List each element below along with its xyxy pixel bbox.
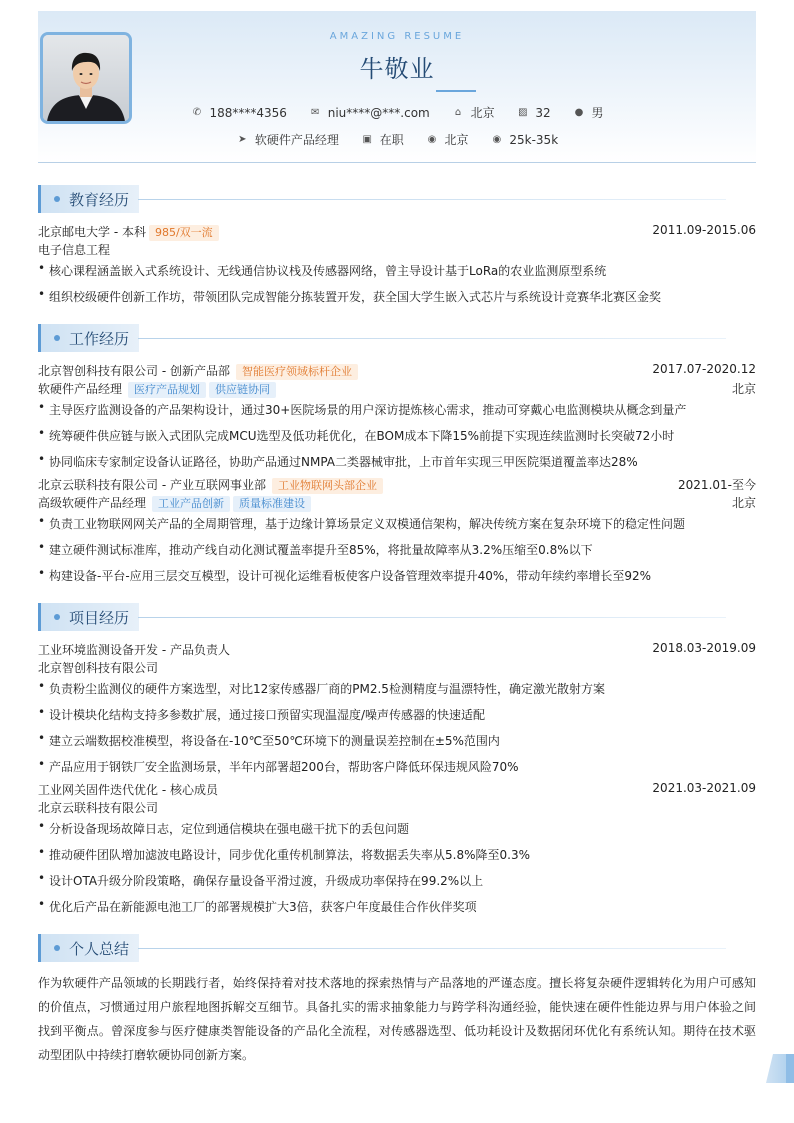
location-icon: ◉ [427, 134, 437, 145]
section-dot [54, 945, 60, 951]
project-name: 工业网关固件迭代优化 - 核心成员 [38, 783, 218, 797]
summary-text: 作为软硬件产品领域的长期践行者，始终保持着对技术落地的探索热情与产品落地的严谨态度。擅长将复杂硬件逻辑转化为用户可感知的价值点，习惯通过用户旅程地图拆解交互细节。具备扎实的需求抽象能力与跨学科沟通经验，能快速在硬件性能边界与用户体验之间找到平衡点。曾深度参与医疗健康类智能设备的产品化全流程，对传感器选型、低功耗设计及数据闭环优化有系统认知。期待在技术驱动型团队中持续打磨软硬协同创新方案。 [38, 976, 756, 1062]
school-tag: 985/双一流 [149, 225, 219, 241]
gender-value: 男 [591, 106, 604, 120]
resume-page [38, 11, 756, 163]
money-icon: ◉ [492, 134, 502, 145]
section-divider [138, 617, 726, 618]
work-location: 北京 [731, 382, 756, 396]
cake-icon: ▨ [518, 107, 528, 118]
position-item [236, 131, 339, 148]
city-value: 北京 [470, 106, 495, 120]
education-school-row [38, 223, 756, 241]
section-dot [54, 335, 60, 341]
briefcase-icon: ▣ [362, 134, 372, 145]
company-name: 北京智创科技有限公司 - 创新产品部 [38, 364, 230, 378]
skill-tag: 供应链协同 [209, 382, 276, 398]
work-company-row [38, 362, 756, 380]
section-dot [54, 614, 60, 620]
name-underline [436, 90, 476, 92]
list-item: • 构建设备-平台-应用三层交互模型，设计可视化运维看板使客户设备管理效率提升40%，带动年续约率增长至92% [38, 567, 767, 584]
section-label: 工作经历 [69, 329, 130, 348]
section-divider [138, 338, 726, 339]
section-label: 个人总结 [69, 939, 130, 958]
mail-icon: ✉ [311, 107, 320, 118]
work-title-row [38, 494, 756, 512]
section-label: 教育经历 [69, 190, 130, 209]
age-value: 32 [535, 105, 551, 120]
list-item: • 建立云端数据校准模型，将设备在-10℃至50℃环境下的测量误差控制在±5%范围内 [38, 732, 767, 749]
work-company-row [38, 476, 756, 494]
section-title-summary [38, 934, 139, 962]
company-tag: 工业物联网头部企业 [272, 478, 383, 494]
section-dot [54, 196, 60, 202]
target-city-item [426, 131, 469, 148]
project-period: 2018.03-2019.09 [652, 641, 756, 655]
project-period: 2021.03-2021.09 [652, 781, 756, 795]
age-item [516, 106, 550, 120]
section-work [38, 324, 756, 354]
status-item [361, 131, 404, 148]
gender-item [573, 104, 604, 121]
home-icon: ⌂ [454, 107, 462, 118]
section-title-work [38, 324, 139, 352]
list-item: • 主导医疗监测设备的产品架构设计，通过30+医院场景的用户深访提炼核心需求，推动可穿戴心电监测模块从概念到量产 [38, 401, 767, 418]
phone-icon: ✆ [192, 107, 202, 118]
list-item: • 设计模块化结构支持多参数扩展，通过接口预留实现温湿度/噪声传感器的快速适配 [38, 706, 767, 723]
section-education [38, 185, 756, 215]
section-title-projects [38, 603, 139, 631]
list-item: • 产品应用于钢铁厂安全监测场景，半年内部署超200台，帮助客户降低环保违规风险70% [38, 758, 767, 775]
status-value: 在职 [379, 133, 404, 147]
list-item: • 分析设备现场故障日志，定位到通信模块在强电磁干扰下的丢包问题 [38, 820, 767, 837]
city-item [452, 104, 495, 121]
list-item: • 统筹硬件供应链与嵌入式团队完成MCU选型及低功耗优化，在BOM成本下降15%前提下实现连续监测时长突破72小时 [38, 427, 767, 444]
list-item: • 核心课程涵盖嵌入式系统设计、无线通信协议栈及传感器网络，曾主导设计基于LoRa的农业监测原型系统 [38, 262, 767, 279]
email-value: niu****@***.com [327, 105, 430, 120]
list-item: • 优化后产品在新能源电池工厂的部署规模扩大3倍，获客户年度最佳合作伙伴奖项 [38, 898, 767, 915]
candidate-name: 牛敬业 [359, 55, 435, 83]
target-city-value: 北京 [444, 133, 469, 147]
job-title: 软硬件产品经理 [38, 382, 123, 396]
company-tag: 智能医疗领域标杆企业 [236, 364, 358, 380]
contact-row [38, 104, 756, 121]
project-name: 工业环境监测设备开发 - 产品负责人 [38, 643, 230, 657]
list-item: • 建立硬件测试标准库，推动产线自动化测试覆盖率提升至85%，将批量故障率从3.2%压缩至0.8%以下 [38, 541, 767, 558]
section-label: 项目经历 [69, 608, 130, 627]
page-corner-bar [786, 1054, 794, 1083]
salary-value: 25k-35k [509, 132, 559, 147]
list-item: • 负责工业物联网网关产品的全周期管理，基于边缘计算场景定义双模通信架构，解决传统方案在复杂环境下的稳定性问题 [38, 515, 767, 532]
resume-tagline: AMAZING RESUME [329, 31, 465, 42]
salary-item [490, 133, 558, 147]
list-item: • 推动硬件团队增加滤波电路设计，同步优化重传机制算法，将数据丢失率从5.8%降至0.3% [38, 846, 767, 863]
gender-icon: ● [574, 107, 584, 118]
project-row [38, 781, 756, 798]
section-projects [38, 603, 756, 633]
skill-tag: 质量标准建设 [233, 496, 311, 512]
education-major: 电子信息工程 [38, 243, 111, 257]
list-item: • 负责粉尘监测仪的硬件方案选型，对比12家传感器厂商的PM2.5检测精度与温漂特性，确定激光散射方案 [38, 680, 767, 697]
skill-tag: 工业产品创新 [152, 496, 230, 512]
list-item: • 设计OTA升级分阶段策略，确保存量设备平滑过渡，升级成功率保持在99.2%以上 [38, 872, 767, 889]
position-value: 软硬件产品经理 [254, 133, 339, 147]
email-item [309, 106, 430, 120]
project-row [38, 641, 756, 658]
education-period: 2011.09-2015.06 [652, 223, 756, 237]
project-company: 北京智创科技有限公司 [38, 661, 159, 675]
section-divider [138, 948, 726, 949]
list-item: • 协同临床专家制定设备认证路径，协助产品通过NMPA二类器械审批，上市首年实现三甲医院渠道覆盖率达28% [38, 453, 767, 470]
send-icon: ➤ [238, 134, 247, 145]
section-summary [38, 934, 756, 964]
skill-tag: 医疗产品规划 [128, 382, 206, 398]
list-item: • 组织校级硬件创新工作坊，带领团队完成智能分拣装置开发，获全国大学生嵌入式芯片与系统设计竞赛华北赛区金奖 [38, 288, 767, 305]
company-name: 北京云联科技有限公司 - 产业互联网事业部 [38, 478, 266, 492]
work-title-row [38, 380, 756, 398]
work-period: 2017.07-2020.12 [652, 362, 756, 376]
work-location: 北京 [731, 496, 756, 510]
phone-value: 188****4356 [209, 105, 287, 120]
section-title-education [38, 185, 139, 213]
project-company: 北京云联科技有限公司 [38, 801, 159, 815]
job-intent-row [38, 131, 756, 148]
section-divider [138, 199, 726, 200]
phone-item [190, 106, 286, 120]
work-period: 2021.01-至今 [678, 478, 756, 492]
job-title: 高级软硬件产品经理 [38, 496, 147, 510]
resume-header [38, 11, 756, 163]
school-name: 北京邮电大学 - 本科 [38, 225, 146, 239]
